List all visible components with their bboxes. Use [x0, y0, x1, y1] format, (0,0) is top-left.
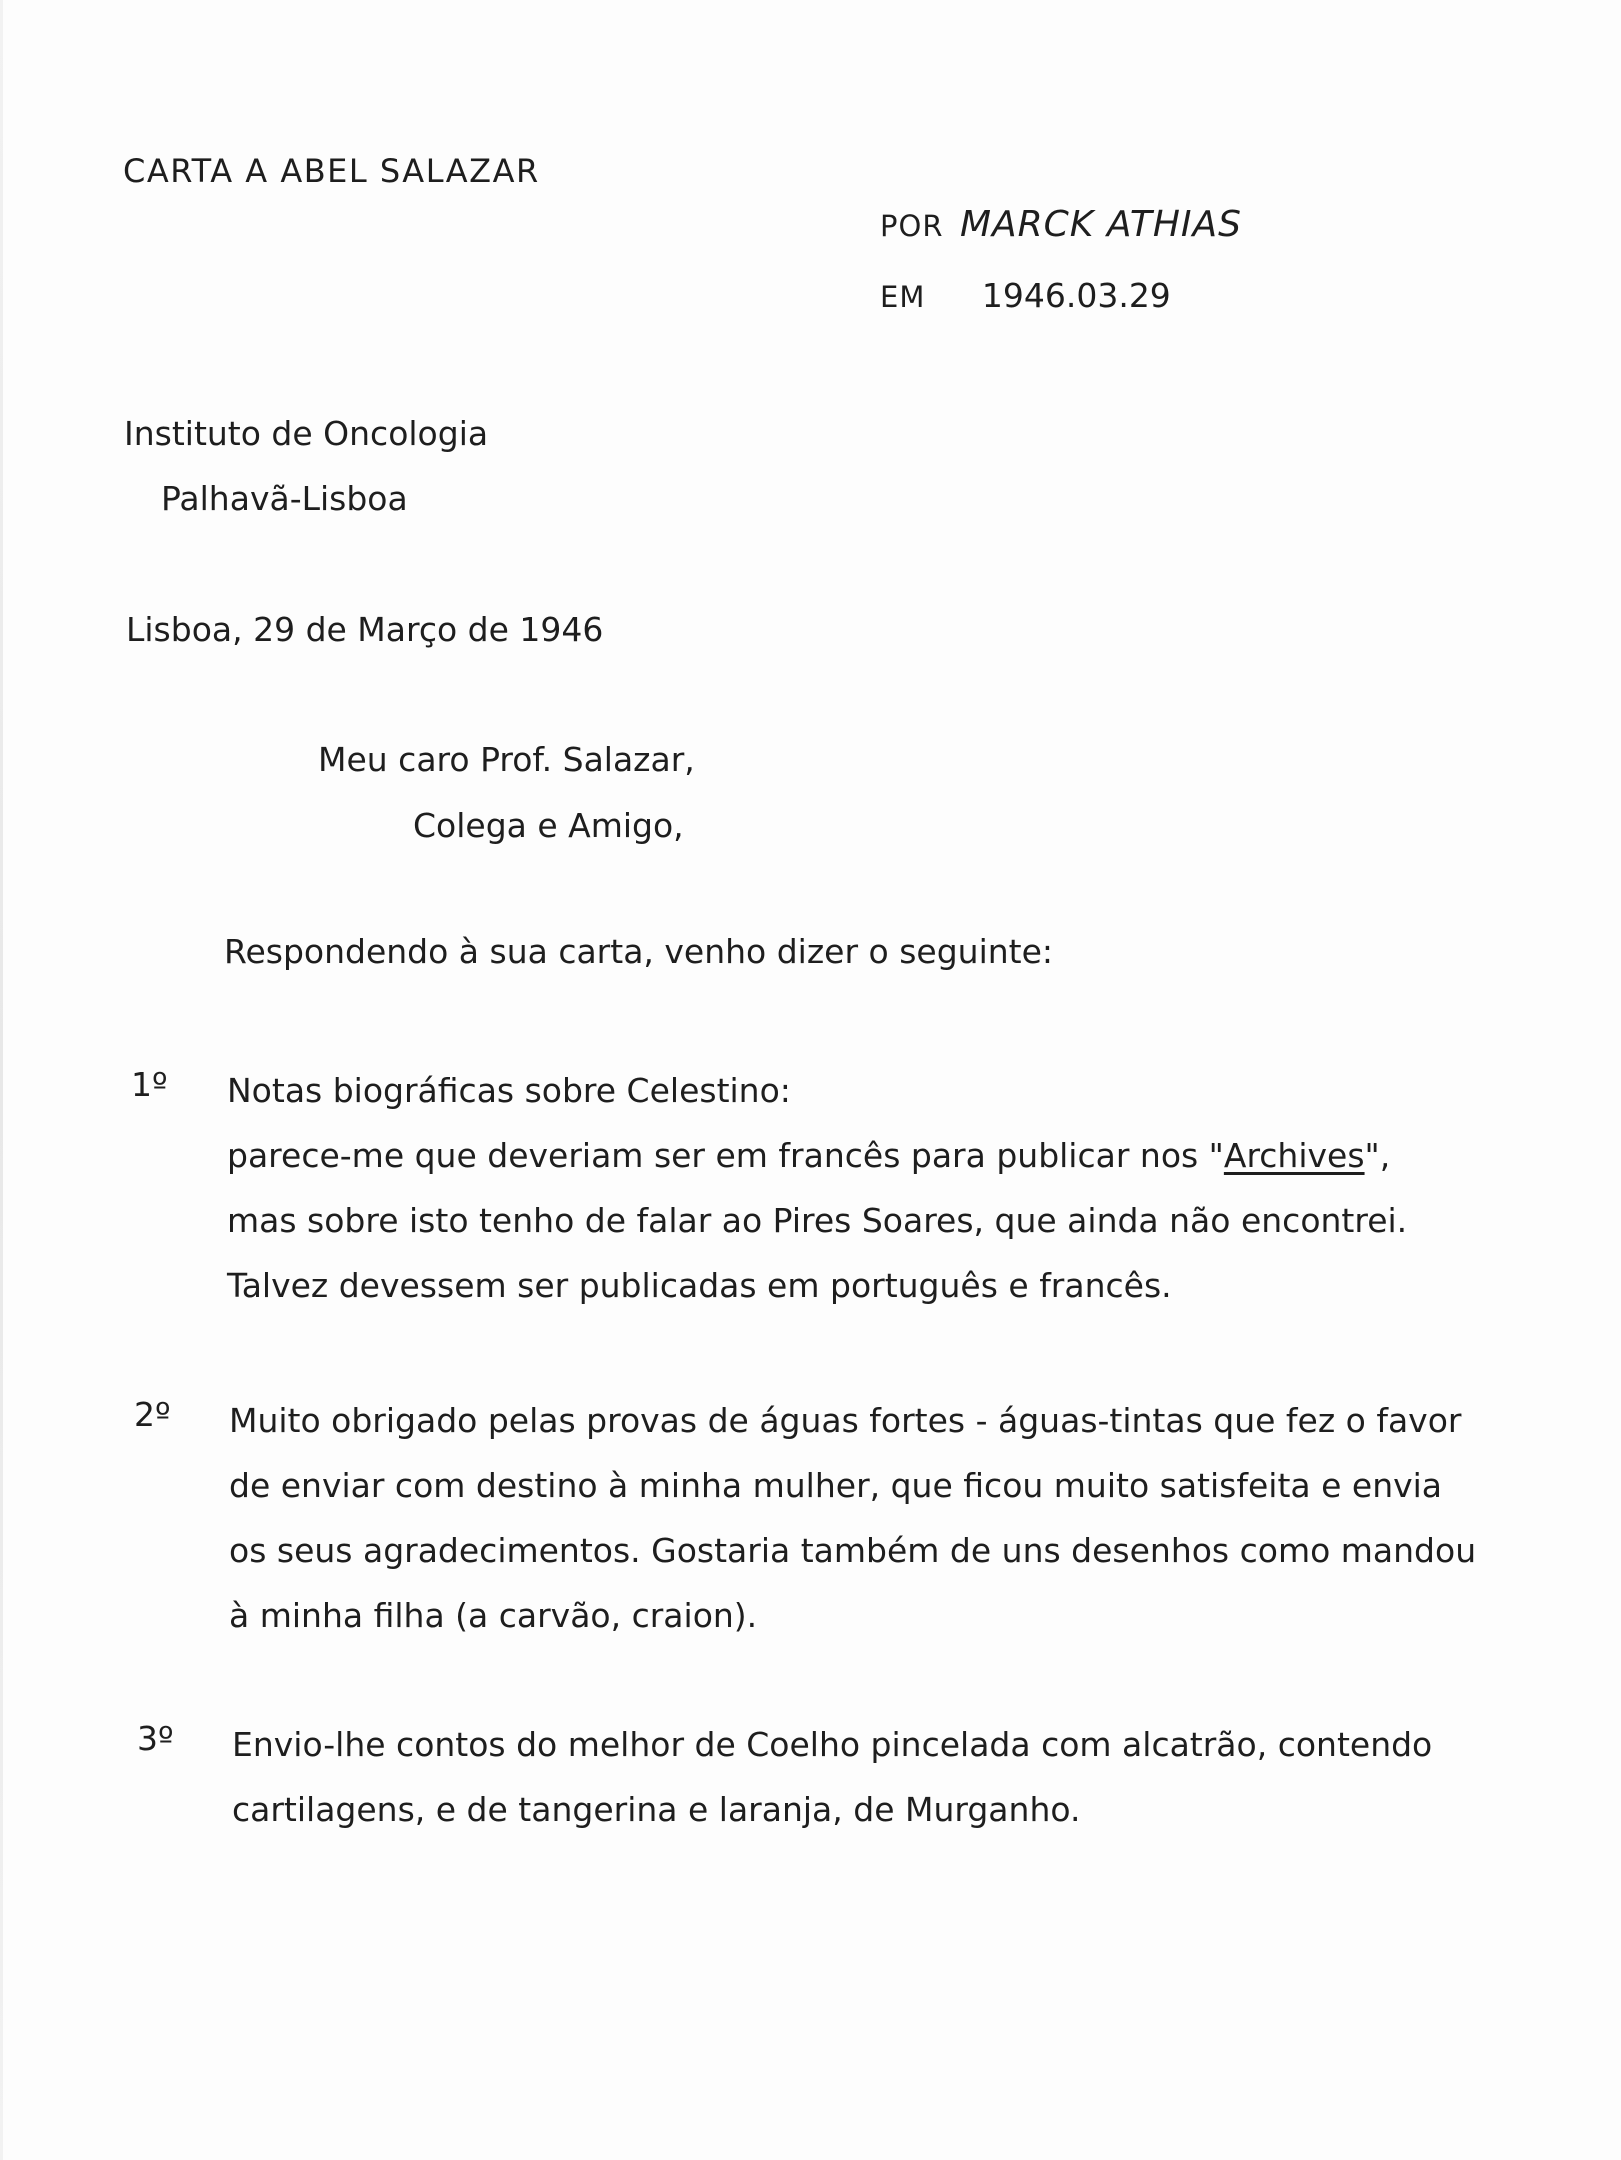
item-line: à minha filha (a carvão, craion).: [229, 1596, 758, 1635]
byline: [880, 204, 1242, 245]
item-line-text: parece-me que deveriam ser em francês para publicar nos ": [227, 1136, 1224, 1175]
item-line: [227, 1123, 1407, 1188]
address-line-1: Instituto de Oncologia: [124, 414, 489, 453]
document-title: CARTA A ABEL SALAZAR: [123, 152, 540, 190]
item-line: Notas biográficas sobre Celestino:: [227, 1071, 791, 1110]
item-line: cartilagens, e de tangerina e laranja, de Murganho.: [232, 1790, 1081, 1829]
item-line: de enviar com destino à minha mulher, que ficou muito satisfeita e envia: [229, 1466, 1443, 1505]
item-line: Muito obrigado pelas provas de águas fortes - águas-tintas que fez o favor: [229, 1401, 1462, 1440]
dateline: [880, 276, 1171, 315]
intro-sentence: Respondendo à sua carta, venho dizer o seguinte:: [224, 932, 1054, 971]
list-item: [232, 1712, 1432, 1842]
scan-edge-shadow: [0, 0, 3, 2160]
list-item: [229, 1388, 1476, 1648]
item-line-text: ",: [1364, 1136, 1391, 1175]
place-and-date: Lisboa, 29 de Março de 1946: [126, 610, 604, 649]
item-number: 2º: [134, 1395, 171, 1434]
by-label: POR: [880, 209, 944, 243]
list-item: [227, 1058, 1407, 1318]
item-line: os seus agradecimentos. Gostaria também de uns desenhos como mandou: [229, 1531, 1477, 1570]
date-label: EM: [880, 280, 926, 314]
item-line: mas sobre isto tenho de falar ao Pires Soares, que ainda não encontrei.: [227, 1201, 1408, 1240]
address-line-2: Palhavã-Lisboa: [161, 479, 408, 518]
salutation-line-1: Meu caro Prof. Salazar,: [318, 740, 695, 779]
document-date: 1946.03.29: [981, 276, 1171, 315]
item-line: Envio-lhe contos do melhor de Coelho pincelada com alcatrão, contendo: [232, 1725, 1433, 1764]
archives-title: Archives: [1223, 1136, 1365, 1175]
author-name: MARCK ATHIAS: [959, 204, 1243, 245]
item-line: Talvez devessem ser publicadas em português e francês.: [227, 1266, 1172, 1305]
item-number: 3º: [137, 1719, 174, 1758]
salutation-line-2: Colega e Amigo,: [413, 806, 684, 845]
item-number: 1º: [131, 1065, 168, 1104]
